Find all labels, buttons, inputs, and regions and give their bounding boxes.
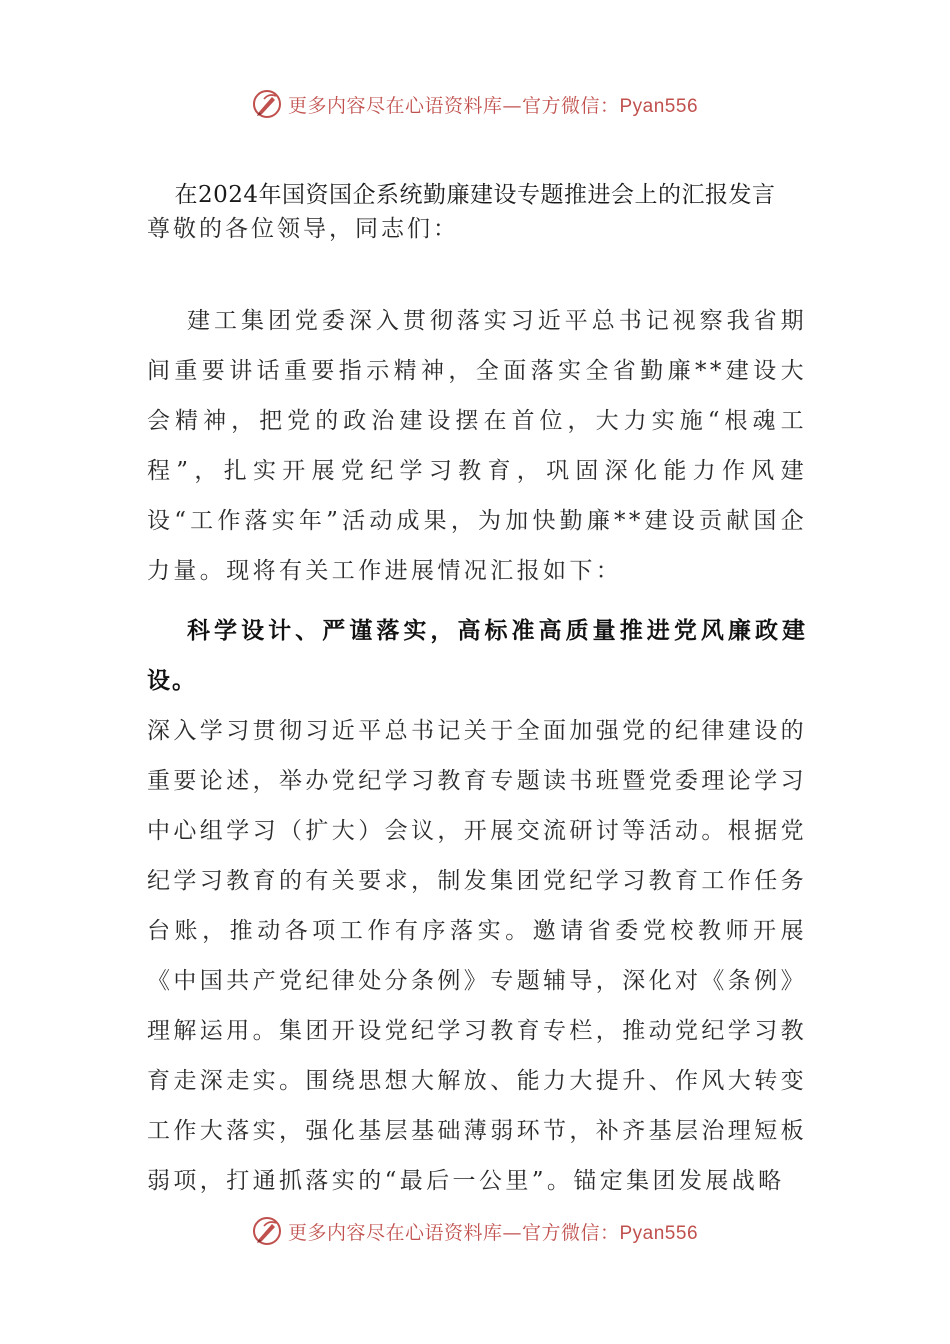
greeting: 尊敬的各位领导，同志们： (147, 216, 459, 242)
section-1 (147, 606, 807, 1206)
header-wechat-id: Pyan556 (619, 95, 699, 117)
header-banner-text: 更多内容尽在心语资料库—官方微信：Pyan556 (287, 94, 699, 117)
section-1-heading: 科学设计、严谨落实，高标准高质量推进党风廉政建设。 (147, 617, 807, 694)
header-banner (0, 84, 950, 124)
footer-banner-text: 更多内容尽在心语资料库—官方微信：Pyan556 (287, 1221, 699, 1244)
paragraph-intro: 建工集团党委深入贯彻落实习近平总书记视察我省期间重要讲话重要指示精神，全面落实全省勤廉**建设大会精神，把党的政治建设摆在首位，大力实施“根魂工程”，扎实开展党纪学习教育，巩固深化能力作风建设“工作落实年”活动成果，为加快勤廉**建设贡献国企力量。现将有关工作进展情况汇报如下： (147, 308, 807, 584)
pen-logo-icon (252, 1216, 282, 1246)
pen-logo-icon (252, 89, 282, 119)
footer-banner (0, 1211, 950, 1251)
section-1-body: 深入学习贯彻习近平总书记关于全面加强党的纪律建设的重要论述，举办党纪学习教育专题读书班暨党委理论学习中心组学习（扩大）会议，开展交流研讨等活动。根据党纪学习教育的有关要求，制发集团党纪学习教育工作任务台账，推动各项工作有序落实。邀请省委党校教师开展《中国共产党纪律处分条例》专题辅导，深化对《条例》理解运用。集团开设党纪学习教育专栏，推动党纪学习教育走深走实。围绕思想大解放、能力大提升、作风大转变工作大落实，强化基层基础薄弱环节，补齐基层治理短板弱项，打通抓落实的“最后一公里”。锚定集团发展战略 (147, 718, 807, 1194)
document-title: 在2024年国资国企系统勤廉建设专题推进会上的汇报发言 (174, 182, 776, 208)
footer-wechat-id: Pyan556 (619, 1222, 699, 1244)
